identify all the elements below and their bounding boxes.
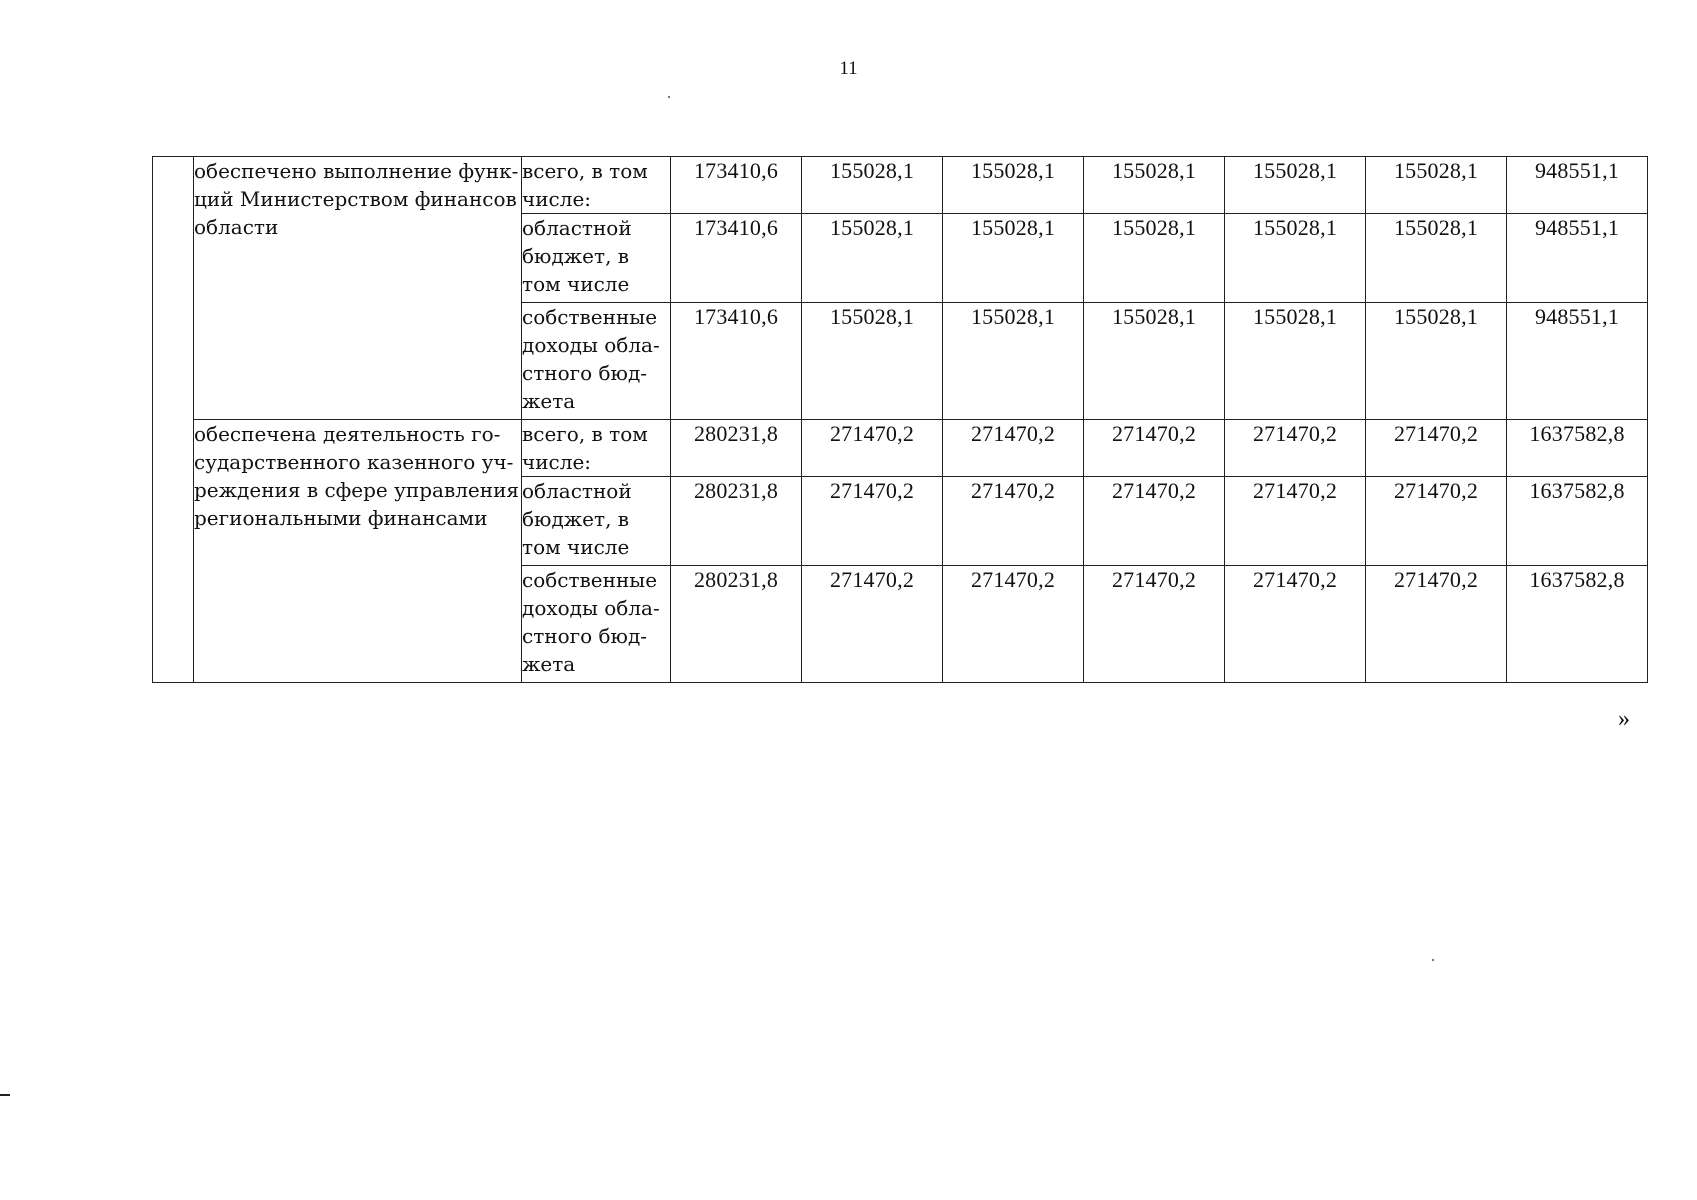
- value-cell: 155028,1: [1366, 303, 1507, 420]
- value-cell: 271470,2: [1084, 420, 1225, 477]
- value-cell: 271470,2: [943, 420, 1084, 477]
- funding-type-cell: областной бюджет, в том числе: [522, 477, 671, 566]
- value-cell: 271470,2: [1225, 477, 1366, 566]
- value-cell: 155028,1: [802, 214, 943, 303]
- funding-type-cell: собственные доходы обла-стного бюд-жета: [522, 303, 671, 420]
- scan-margin-mark: [0, 1094, 10, 1096]
- page-number: 11: [839, 58, 858, 79]
- description-cell: обеспечена деятельность го-сударственного казенного уч-реждения в сфере управления региональными финансами: [194, 420, 522, 683]
- value-cell: 155028,1: [943, 303, 1084, 420]
- funding-type-cell: областной бюджет, в том числе: [522, 214, 671, 303]
- value-cell: 271470,2: [1225, 420, 1366, 477]
- total-cell: 1637582,8: [1507, 420, 1648, 477]
- value-cell: 155028,1: [1084, 157, 1225, 214]
- value-cell: 271470,2: [1366, 420, 1507, 477]
- scan-speck: [1432, 959, 1434, 961]
- value-cell: 155028,1: [1225, 214, 1366, 303]
- value-cell: 155028,1: [1225, 157, 1366, 214]
- total-cell: 1637582,8: [1507, 477, 1648, 566]
- value-cell: 280231,8: [671, 477, 802, 566]
- value-cell: 271470,2: [802, 566, 943, 683]
- funding-type-cell: собственные доходы обла-стного бюд-жета: [522, 566, 671, 683]
- value-cell: 155028,1: [943, 214, 1084, 303]
- total-cell: 1637582,8: [1507, 566, 1648, 683]
- table-row: [153, 157, 1648, 214]
- budget-table: [152, 156, 1648, 683]
- value-cell: 271470,2: [943, 477, 1084, 566]
- value-cell: 271470,2: [1084, 477, 1225, 566]
- value-cell: 271470,2: [1366, 566, 1507, 683]
- value-cell: 155028,1: [802, 157, 943, 214]
- value-cell: 155028,1: [1366, 157, 1507, 214]
- value-cell: 271470,2: [1366, 477, 1507, 566]
- value-cell: 280231,8: [671, 420, 802, 477]
- funding-type-cell: всего, в том числе:: [522, 420, 671, 477]
- value-cell: 173410,6: [671, 214, 802, 303]
- value-cell: 280231,8: [671, 566, 802, 683]
- total-cell: 948551,1: [1507, 303, 1648, 420]
- total-cell: 948551,1: [1507, 157, 1648, 214]
- value-cell: 155028,1: [943, 157, 1084, 214]
- value-cell: 271470,2: [943, 566, 1084, 683]
- value-cell: 271470,2: [1225, 566, 1366, 683]
- funding-type-cell: всего, в том числе:: [522, 157, 671, 214]
- value-cell: 173410,6: [671, 157, 802, 214]
- table-row: [153, 420, 1648, 477]
- total-cell: 948551,1: [1507, 214, 1648, 303]
- value-cell: 155028,1: [1084, 303, 1225, 420]
- scan-speck: [668, 96, 670, 98]
- value-cell: 155028,1: [1225, 303, 1366, 420]
- value-cell: 271470,2: [802, 420, 943, 477]
- value-cell: 271470,2: [802, 477, 943, 566]
- value-cell: 155028,1: [1084, 214, 1225, 303]
- value-cell: 173410,6: [671, 303, 802, 420]
- value-cell: 155028,1: [1366, 214, 1507, 303]
- description-cell: обеспечено выполнение функ-ций Министерством финансов области: [194, 157, 522, 420]
- value-cell: 155028,1: [802, 303, 943, 420]
- closing-quote: »: [1618, 706, 1630, 732]
- row-number-cell: [153, 157, 194, 683]
- value-cell: 271470,2: [1084, 566, 1225, 683]
